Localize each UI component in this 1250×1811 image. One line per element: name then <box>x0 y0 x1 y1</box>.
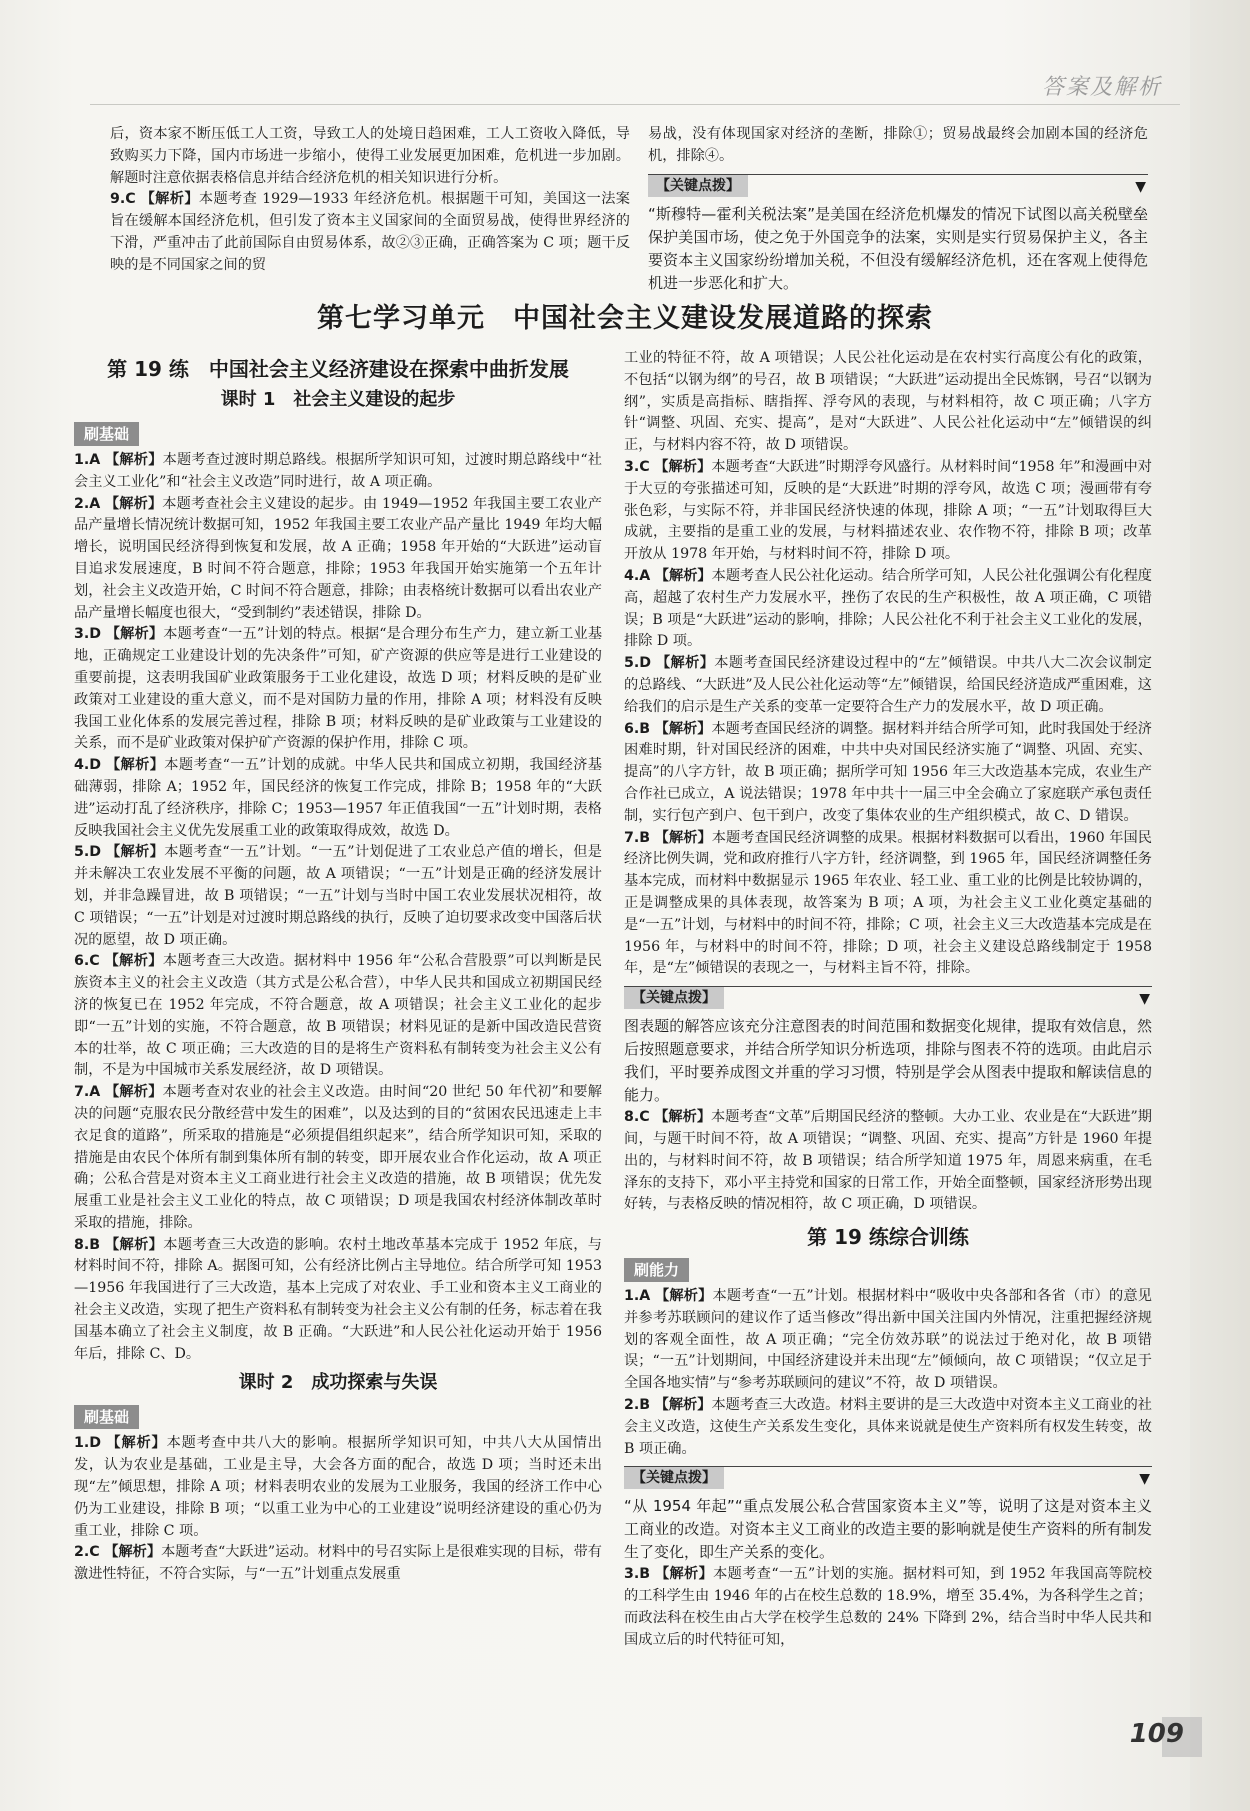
answer-number: 2.C <box>74 1544 100 1561</box>
analysis-tag: 【解析】 <box>104 452 163 468</box>
analysis-tag: 【解析】 <box>104 1236 164 1253</box>
continued-text: 工业的特征不符，故 A 项错误；人民公社化运动是在农村实行高度公有化的政策，不包括“以钢为纲”的号召，故 B 项错误；“大跃进”运动提出全民炼钢，号召“以钢为纲”，实质是高指标、瞎指挥、浮夸风的表现，与材料相符，故 C 项正确；八字方针“调整、巩固、充实、提高”，是对“大跃进”、人民公社化运动中“左”倾错误的纠正，与材料内容不符，故 D 项错误。 <box>624 350 1152 454</box>
analysis-text: 本题考查三大改造的影响。农村土地改革基本完成于 1952 年底，与材料时间不符，排除 A。据图可知，公有经济比例占主导地位。结合所学可知 1953—1956 年我国进行了三大改造，基本上完成了对农业、手工业和资本主义工商业的社会主义改造，实现了把生产资料私有制转变为社会主义公有制的任务，标志着在我国基本确立了社会主义制度，故 B 正确。“大跃进”和人民公社化运动开始于 1956 年后，排除 C、D。 <box>74 1236 602 1362</box>
lesson-title: 课时 2 成功探索与失误 <box>238 1372 438 1394</box>
answer-item <box>74 450 602 494</box>
analysis-text: 本题考查“一五”计划。根据材料中“吸收中央各部和各省（市）的意见并参考苏联顾问的建议作了适当修改”得出新中国关注国内外情况，注重把握经济规划的客观全面性，故 A 项正确；“完全仿效苏联”的说法过于绝对化，故 B 项错误；“一五”计划期间，中国经济建设并未出现“左”倾倾向，故 C 项错误；“仅立足于全国各地实情”与“参考苏联顾问的建议”不符，故 D 项错误。 <box>624 1288 1152 1392</box>
answer-number: 7.B <box>624 829 651 846</box>
answer-item <box>624 828 1152 981</box>
answer-number: 6.B <box>624 720 651 737</box>
analysis-tag: 【解析】 <box>654 1109 712 1126</box>
answer-number: 8.C <box>624 1109 650 1126</box>
answer-list <box>74 1433 602 1586</box>
answer-item <box>74 1542 602 1586</box>
answer-item <box>624 457 1152 566</box>
analysis-tag: 【解析】 <box>654 1397 712 1414</box>
analysis-tag: 【解析】 <box>654 1288 713 1305</box>
answer-list <box>624 1286 1152 1460</box>
analysis-tag: 【解析】 <box>104 953 163 970</box>
key-point-header <box>624 986 1152 1011</box>
analysis-text: 本题考查“大跃进”运动。材料中的号召实际上是很难实现的目标，带有激进性特征，不符合实际，与“一五”计划重点发展重 <box>74 1544 602 1583</box>
analysis-tag: 【解析】 <box>654 567 712 584</box>
analysis-tag: 【解析】 <box>654 458 712 475</box>
header-rule <box>90 104 1180 105</box>
page-edge-decoration <box>1190 0 1250 1811</box>
analysis-text: 本题考查国民经济的调整。据材料并结合所学可知，此时我国处于经济困难时期，针对国民经济的困难，中共中央对国民经济实施了“调整、巩固、充实、提高”的八字方针，故 B 项正确；据所学可知 1956 年三大改造基本完成，农业生产合作社已成立，A 说法错误；1978 年中共十一届三中全会确立了家庭联产承包责任制，实行包产到户、包干到户，改变了集体农业的生产组织模式，故 C、D 错误。 <box>624 720 1152 824</box>
analysis-text: 本题考查国民经济建设过程中的“左”倾错误。中共八大二次会议制定的总路线、“大跃进”及人民公社化运动等“左”倾错误，给国民经济造成严重困难，这给我们的启示是生产关系的变革一定要符合生产力的发展水平，故 D 项正确。 <box>624 655 1152 715</box>
analysis-text: 本题考查 1929—1933 年经济危机。根据题干可知，美国这一法案旨在缓解本国经济危机，但引发了资本主义国家间的全面贸易战，使得世界经济的下滑，严重冲击了此前国际自由贸易体系，故②③正确，正确答案为 C 项；题干反映的是不同国家之间的贸 <box>110 191 630 273</box>
answer-list <box>624 1107 1152 1216</box>
page-number: 109 <box>1129 1719 1184 1749</box>
answer-number: 5.D <box>74 844 102 861</box>
answer-item <box>624 653 1152 718</box>
analysis-text: 本题考查“一五”计划。“一五”计划促进了工农业总产值的增长，但是并未解决工农业发展不平衡的问题，故 A 项错误；“一五”计划是正确的经济发展计划，并非急躁冒进，故 B 项错误；“一五”计划与当时中国工农业发展状况相符，故 C 项错误；“一五”计划是对过渡时期总路线的执行，反映了迫切要求改变中国落后状况的愿望，故 D 项正确。 <box>74 844 602 948</box>
answer-item <box>74 624 602 755</box>
analysis-tag: 【解析】 <box>655 655 715 672</box>
key-point-label: 【关键点拨】 <box>648 175 748 197</box>
analysis-text: 本题考查“文革”后期国民经济的整顿。大办工业、农业是在“大跃进”期间，与题干时间不符，故 A 项错误；“调整、巩固、充实、提高”方针是 1960 年提出的，与材料时间不符，故 B 项错误；结合所学知道 1975 年，周恩来病重，在毛泽东的支持下，邓小平主持党和国家的日常工作，开始全面整顿，国家经济形势出现好转，与表格反映的情况相符，故 C 项正确，D 项错误。 <box>624 1109 1152 1213</box>
triangle-down-icon: ▼ <box>1139 1471 1150 1488</box>
answer-item <box>624 1286 1152 1395</box>
analysis-tag: 【解析】 <box>104 1544 162 1561</box>
key-point-label: 【关键点拨】 <box>624 1467 724 1489</box>
section-title: 第 19 练综合训练 <box>807 1225 969 1250</box>
analysis-tag: 【解析】 <box>104 495 163 512</box>
key-point-label: 【关键点拨】 <box>624 987 724 1009</box>
answer-number: 8.B <box>74 1236 101 1253</box>
answer-number: 3.D <box>74 626 102 643</box>
answer-number: 2.B <box>624 1397 651 1414</box>
top-left-column <box>110 124 630 277</box>
answer-list <box>624 1564 1152 1651</box>
answer-number: 1.A <box>74 452 101 468</box>
answer-number: 1.A <box>624 1288 651 1305</box>
answer-item <box>624 566 1152 653</box>
left-column <box>74 348 602 1586</box>
answer-number: 5.D <box>624 655 652 672</box>
key-point-header <box>648 174 1148 199</box>
answer-item <box>74 1082 602 1235</box>
practice-badge: 刷能力 <box>624 1258 689 1282</box>
answer-number: 2.A <box>74 495 101 512</box>
analysis-text: 本题考查“一五”计划的特点。根据“是合理分布生产力，建立新工业基地，正确规定工业建设计划的先决条件”可知，矿产资源的供应等是进行工业建设的重要前提，这表明我国矿业政策服务于工业化建设，故选 D 项；材料反映的是矿业政策对工业建设的重大意义，而不是对国防力量的作用，排除 A 项；材料没有反映我国工业化体系的发展完善过程，排除 B 项；材料反映的是矿业政策与工业建设的关系，而不是矿业政策对保护矿产资源的保护作用，排除 C 项。 <box>74 626 603 752</box>
analysis-text: 本题考查三大改造。材料主要讲的是三大改造中对资本主义工商业的社会主义改造，这使生产关系发生变化，具体来说就是使生产资料所有权发生转变，故 B 项正确。 <box>624 1397 1152 1457</box>
analysis-tag: 【解析】 <box>654 1566 714 1583</box>
analysis-text: 本题考查社会主义建设的起步。由 1949—1952 年我国主要工农业产品产量增长情况统计数据可知，1952 年我国主要工农业产品产量比 1949 年均大幅增长，说明国民经济得到恢复和发展，故 A 正确；1958 年开始的“大跃进”运动盲目追求发展速度，B 时间不符合题意，排除；1953 年我国开始实施第一个五年计划，社会主义改造开始，C 时间不符合题意，排除；由表格统计数据可以看出农业产品产量增长幅度也很大，“受到制约”表述错误，排除 D。 <box>74 495 602 621</box>
answer-item <box>624 1564 1152 1651</box>
analysis-tag: 【解析】 <box>106 1435 167 1452</box>
answer-number: 1.D <box>74 1435 102 1452</box>
answer-item <box>74 842 602 951</box>
answer-number: 3.C <box>624 458 650 475</box>
key-point-text: “从 1954 年起”“重点发展公私合营国家资本主义”等，说明了这是对资本主义工商业的改造。对资本主义工商业的改造主要的影响就是使生产资料的所有制发生了变化，即生产关系的变化。 <box>624 1497 1152 1562</box>
analysis-text: 本题考查中共八大的影响。根据所学知识可知，中共八大从国情出发，认为农业是基础，工业是主导，大会各方面的配合，故选 D 项；当时还未出现“左”倾思想，排除 A 项；材料表明农业的发展为工业服务，我国的经济工作中心仍为工业建设，排除 B 项；“以重工业为中心的工业建设”说明经济建设的重心仍为重工业，排除 C 项。 <box>74 1435 602 1539</box>
triangle-down-icon: ▼ <box>1135 178 1146 195</box>
analysis-tag: 【解析】 <box>654 720 712 737</box>
header-label: 答案及解析 <box>1041 75 1162 100</box>
key-point-text: 图表题的解答应该充分注意图表的时间范围和数据变化规律，提取有效信息，然后按照题意要求，并结合所学知识分析选项，排除与图表不符的选项。由此启示我们，平时要养成图文并重的学习习惯，特别是学会从图表中提取和解读信息的能力。 <box>624 1017 1152 1105</box>
analysis-tag: 【解析】 <box>654 829 712 846</box>
analysis-tag: 【解析】 <box>105 757 165 774</box>
answer-number: 7.A <box>74 1084 101 1101</box>
answer-number: 4.D <box>74 757 102 774</box>
answer-item <box>74 951 602 1082</box>
analysis-text: 本题考查人民公社化运动。结合所学可知，人民公社化强调公有化程度高，超越了农村生产力发展水平，挫伤了农民的生产积极性，故 A 项正确，C 项错误；B 项是“大跃进”运动的影响，排除；人民公社化不利于社会主义工业化的发展，排除 D 项。 <box>624 567 1152 650</box>
answer-list <box>74 450 602 1365</box>
analysis-tag: 【解析】 <box>140 191 199 208</box>
analysis-text: 本题考查三大改造。据材料中 1956 年“公私合营股票”可以判断是民族资本主义的社会主义改造（其方式是公私合营），中华人民共和国成立初期国民经济的恢复已在 1952 年完成，不符合题意，故 A 项错误；社会主义工业化的起步即“一五”计划的实施，不符合题意，故 B 项错误；材料见证的是新中国改造民营资本的壮举，故 C 项正确；三大改造的目的是将生产资料私有制转变为社会主义公有制，不是为中国城市关系发展经济，故 D 项错误。 <box>74 953 602 1079</box>
analysis-text: 本题考查“一五”计划的成就。中华人民共和国成立初期，我国经济基础薄弱，排除 A；1952 年，国民经济的恢复工作完成，排除 B；1958 年的“大跃进”运动打乱了经济秩序，排除 C；1953—1957 年正值我国“一五”计划时期，表格反映我国社会主义优先发展重工业的政策取得成效，故选 D。 <box>74 757 602 839</box>
key-point-text: “斯穆特—霍利关税法案”是美国在经济危机爆发的情况下试图以高关税壁垒保护美国市场，使之免于外国竞争的法案，实则是实行贸易保护主义，各主要资本主义国家纷纷增加关税，不但没有缓解经济危机，还在客观上使得危机进一步恶化和扩大。 <box>648 204 1148 292</box>
answer-item <box>74 494 602 625</box>
analysis-tag: 【解析】 <box>105 626 164 643</box>
answer-item <box>624 1107 1152 1216</box>
answer-number: 3.B <box>624 1566 651 1583</box>
answer-item <box>624 1395 1152 1460</box>
analysis-text: 本题考查对农业的社会主义改造。由时间“20 世纪 50 年代初”和要解决的问题“克服农民分散经营中发生的困难”，以及达到的目的“贫困农民迅速走上丰衣足食的道路”，所采取的措施是“必须提倡组织起来”，结合所学知识可知，采取的措施是由农民个体所有制到集体所有制的转变，即开展农业合作化运动，故 A 项正确；公私合营是对资本主义工商业进行社会主义改造的措施，故 B 项错误；优先发展重工业是社会主义工业化的特点，故 C 项错误；D 项是我国农村经济体制改革时采取的措施，排除。 <box>74 1084 602 1231</box>
analysis-text: 本题考查国民经济调整的成果。根据材料数据可以看出，1960 年国民经济比例失调，党和政府推行八字方针，经济调整，到 1965 年，国民经济调整任务基本完成，而材料中数据显示 1965 年农业、轻工业、重工业的比例是比较协调的，正是调整成果的具体表现，故答案为 B 项；A 项，为社会主义工业化奠定基础的是“一五”计划，与材料中的时间不符，排除；C 项，社会主义三大改造基本完成是在 1956 年，与材料中的时间不符，排除；D 项，社会主义建设总路线制定于 1958 年，是“左”倾错误的表现之一，与材料主旨不符，排除。 <box>624 829 1152 977</box>
analysis-text: 本题考查过渡时期总路线。根据所学知识可知，过渡时期总路线中“社会主义工业化”和“社会主义改造”同时进行，故 A 项正确。 <box>74 452 602 490</box>
practice-badge: 刷基础 <box>74 422 139 446</box>
answer-number: 9.C <box>110 191 136 208</box>
analysis-text: 本题考查“一五”计划的实施。据材料可知，到 1952 年我国高等院校的工科学生由 1946 年的占在校生总数的 18.9%，增至 35.4%，为各科学生之首；而政法科在校生由占大学在校学生总数的 24% 下降到 2%，结合当时中华人民共和国成立后的时代特征可知， <box>624 1566 1152 1648</box>
answer-item <box>624 719 1152 828</box>
lesson-title: 课时 1 社会主义建设的起步 <box>220 389 456 410</box>
analysis-tag: 【解析】 <box>104 1084 163 1101</box>
answer-number: 6.C <box>74 953 100 970</box>
unit-title: 第七学习单元 中国社会主义建设发展道路的探索 <box>317 303 933 334</box>
analysis-text: 本题考查“大跃进”时期浮夸风盛行。从材料时间“1958 年”和漫画中对于大豆的夸张描述可知，反映的是“大跃进”时期的浮夸风，故选 C 项；漫画带有夸张色彩，与实际不符，并非国民经济快速的体现，排除 A 项；“一五”计划取得巨大成就，主要指的是重工业的发展，与材料描述农业、农作物不符，排除 B 项；改革开放从 1978 年开始，与材料时间不符，排除 D 项。 <box>624 458 1152 563</box>
analysis-tag: 【解析】 <box>105 844 165 861</box>
question-9 <box>110 189 630 276</box>
continued-text: 易战，没有体现国家对经济的垄断，排除①；贸易战最终会加剧本国的经济危机，排除④。 <box>648 126 1148 164</box>
answer-item <box>74 1235 602 1366</box>
practice-badge: 刷基础 <box>74 1405 139 1429</box>
key-point-header <box>624 1466 1152 1491</box>
section-title: 第 19 练 中国社会主义经济建设在探索中曲折发展 <box>107 357 569 381</box>
top-right-column <box>648 124 1148 295</box>
answer-number: 4.A <box>624 567 651 584</box>
answer-item <box>74 1433 602 1542</box>
right-column <box>624 348 1152 1652</box>
answer-list <box>624 457 1152 980</box>
continued-text: 后，资本家不断压低工人工资，导致工人的处境日趋困难，工人工资收入降低，导致购买力下降，国内市场进一步缩小，使得工业发展更加困难，危机进一步加剧。解题时注意依据表格信息并结合经济危机的相关知识进行分析。 <box>110 126 630 186</box>
answer-item <box>74 755 602 842</box>
triangle-down-icon: ▼ <box>1139 991 1150 1008</box>
